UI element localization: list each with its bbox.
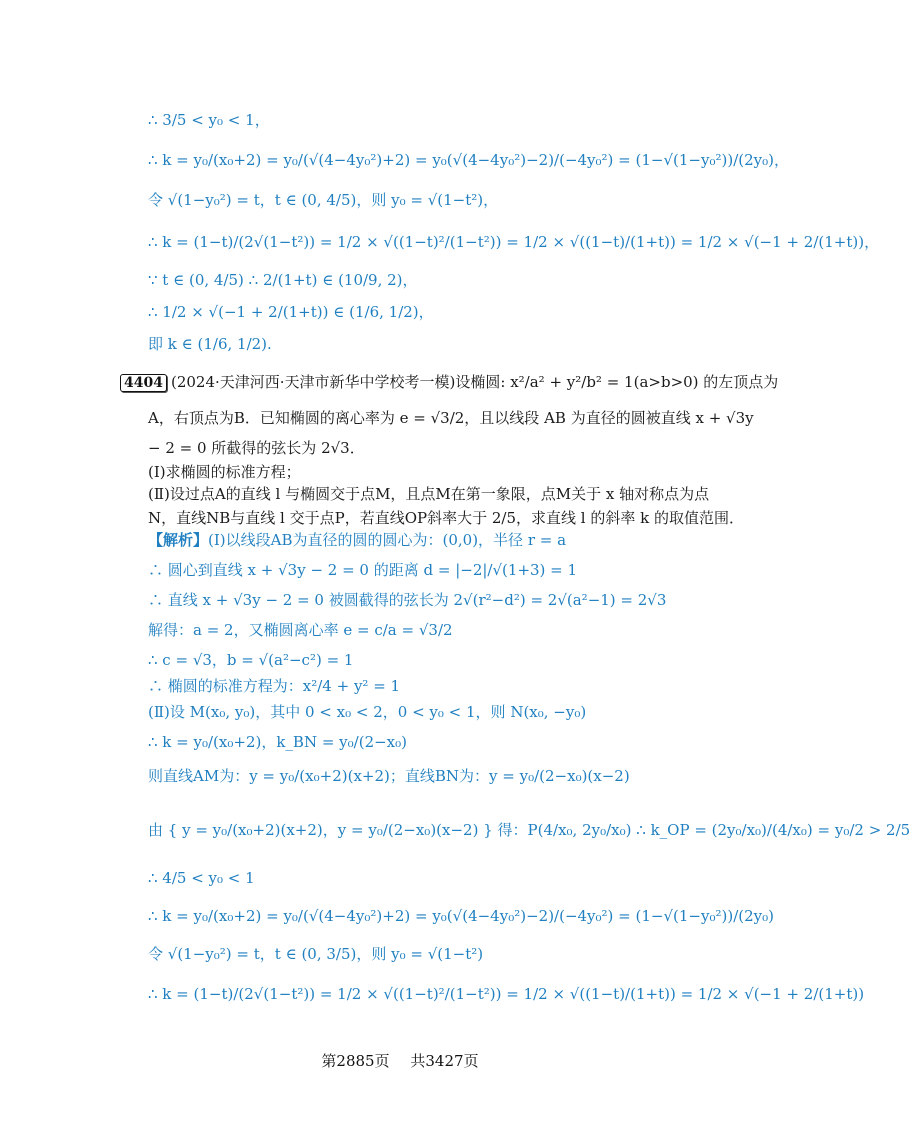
line-text: ∴ k = y₀/(x₀+2)，k_BN = y₀/(2−x₀) (148, 733, 408, 751)
page-total: 共3427页 (410, 1052, 479, 1070)
text-line-q5 (148, 484, 709, 504)
line-text: ∵ t ∈ (0, 4/5) ∴ 2/(1+t) ∈ (10/9, 2)， (148, 271, 418, 289)
page-footer (0, 1050, 800, 1071)
text-line-s5 (148, 650, 353, 670)
text-line-l7 (148, 334, 272, 354)
line-text: ∴ 1/2 × √(−1 + 2/(1+t)) ∈ (1/6, 1/2)， (148, 303, 434, 321)
line-text: (2024·天津河西·天津市新华中学校考一模)设椭圆: x²/a² + y²/b² = 1(a>b>0) 的左顶点为 (170, 373, 779, 391)
line-text: − 2 = 0 所截得的弦长为 2√3． (148, 439, 365, 457)
line-text: 由 { y = y₀/(x₀+2)(x+2)，y = y₀/(2−x₀)(x−2) } 得：P(4/x₀, 2y₀/x₀) ∴ k_OP = (2y₀/x₀)/(4/x₀) = y₀/2 > 2/5 (148, 821, 910, 839)
text-line-s8 (148, 732, 407, 752)
line-text: ∴ 直线 x + √3y − 2 = 0 被圆截得的弦长为 2√(r²−d²) = 2√(a²−1) = 2√3 (148, 591, 667, 609)
line-text: ∴ k = (1−t)/(2√(1−t²)) = 1/2 × √((1−t)²/(1−t²)) = 1/2 × √((1−t)/(1+t)) = 1/2 × √(−1 + 2/(1+t))， (148, 233, 880, 251)
line-text: ∴ c = √3，b = √(a²−c²) = 1 (148, 651, 354, 669)
solution-label: 【解析】 (148, 531, 209, 549)
text-line-s3 (148, 590, 666, 610)
text-line-l5 (148, 270, 418, 290)
text-line-l1 (148, 110, 270, 130)
text-line-s11 (148, 868, 255, 888)
line-text: (Ⅰ)求椭圆的标准方程； (148, 463, 301, 481)
line-text: 令 √(1−y₀²) = t，t ∈ (0, 4/5)，则 y₀ = √(1−t²)， (148, 191, 499, 209)
text-line-s7 (148, 702, 586, 722)
line-text: ∴ k = y₀/(x₀+2) = y₀/(√(4−4y₀²)+2) = y₀(√(4−4y₀²)−2)/(−4y₀²) = (1−√(1−y₀²))/(2y₀) (148, 907, 774, 925)
text-line-q4 (148, 462, 301, 482)
text-line-q2 (148, 408, 754, 428)
text-line-s6 (148, 676, 400, 696)
text-line-s13 (148, 944, 483, 964)
text-line-s1 (148, 530, 566, 550)
text-line-s14 (148, 984, 864, 1004)
text-line-l3 (148, 190, 498, 210)
line-text: ∴ k = y₀/(x₀+2) = y₀/(√(4−4y₀²)+2) = y₀(√(4−4y₀²)−2)/(−4y₀²) = (1−√(1−y₀²))/(2y₀)， (148, 151, 789, 169)
line-text: 解得：a = 2，又椭圆离心率 e = c/a = √3/2 (148, 621, 453, 639)
text-line-s9 (148, 766, 630, 786)
text-line-s12 (148, 906, 774, 926)
line-text: 则直线AM为：y = y₀/(x₀+2)(x+2)；直线BN为：y = y₀/(2−x₀)(x−2) (148, 767, 630, 785)
line-text: ∴ 圆心到直线 x + √3y − 2 = 0 的距离 d = |−2|/√(1+3) = 1 (148, 561, 578, 579)
page-number: 第2885页 (321, 1052, 390, 1070)
line-text: ∴ 3/5 < y₀ < 1， (148, 111, 270, 129)
line-text: ∴ 椭圆的标准方程为：x²/4 + y² = 1 (148, 677, 401, 695)
line-text: (Ⅰ)以线段AB为直径的圆的圆心为：(0,0)，半径 r = a (208, 531, 567, 549)
line-text: ∴ k = (1−t)/(2√(1−t²)) = 1/2 × √((1−t)²/(1−t²)) = 1/2 × √((1−t)/(1+t)) = 1/2 × √(−1 + 2/(1+t)) (148, 985, 865, 1003)
text-line-l6 (148, 302, 434, 322)
text-line-q1 (120, 372, 778, 392)
text-line-s10 (148, 820, 910, 840)
question-number-badge: 4404 (120, 374, 167, 392)
line-text: ∴ 4/5 < y₀ < 1 (148, 869, 255, 887)
line-text: 即 k ∈ (1/6, 1/2). (148, 335, 272, 353)
text-line-l2 (148, 150, 789, 170)
line-text: N，直线NB与直线 l 交于点P，若直线OP斜率大于 2/5，求直线 l 的斜率 k 的取值范围． (148, 509, 744, 527)
text-line-q6 (148, 508, 744, 528)
text-line-q3 (148, 438, 365, 458)
text-line-l4 (148, 232, 879, 252)
line-text: A，右顶点为B．已知椭圆的离心率为 e = √3/2，且以线段 AB 为直径的圆被直线 x + √3y (148, 409, 754, 427)
line-text: (Ⅱ)设 M(x₀, y₀)，其中 0 < x₀ < 2，0 < y₀ < 1，则 N(x₀, −y₀) (148, 703, 587, 721)
line-text: 令 √(1−y₀²) = t，t ∈ (0, 3/5)，则 y₀ = √(1−t²) (148, 945, 484, 963)
line-text: (Ⅱ)设过点A的直线 l 与椭圆交于点M，且点M在第一象限，点M关于 x 轴对称点为点 (148, 485, 710, 503)
text-line-s4 (148, 620, 453, 640)
text-line-s2 (148, 560, 577, 580)
